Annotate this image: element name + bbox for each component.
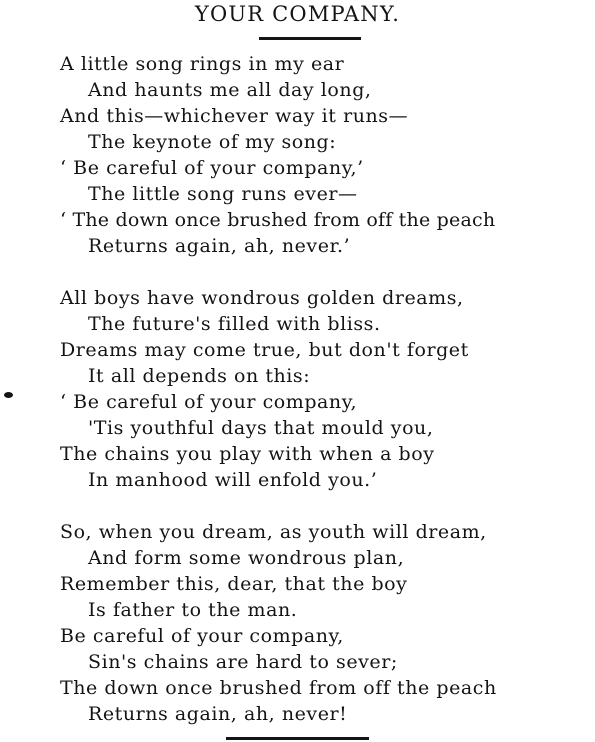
poem-title: YOUR COMPANY.: [194, 2, 401, 26]
poem-line: Returns again, ah, never!: [88, 703, 348, 725]
poem-line: The little song runs ever—: [88, 183, 358, 205]
poem-line: In manhood will enfold you.’: [88, 469, 378, 491]
poem-line: And form some wondrous plan,: [88, 547, 405, 569]
poem-line: Returns again, ah, never.’: [88, 235, 351, 257]
poem-line: The future's filled with bliss.: [88, 313, 381, 335]
poem-line: All boys have wondrous golden dreams,: [60, 287, 464, 309]
poem-line: ‘ Be careful of your company,: [60, 391, 358, 413]
poem-line: It all depends on this:: [88, 365, 311, 387]
poem-line: Dreams may come true, but don't forget: [60, 339, 469, 361]
poem-line: And this—whichever way it runs—: [60, 105, 409, 127]
poem-line: Sin's chains are hard to sever;: [88, 651, 398, 673]
poem-line: A little song rings in my ear: [60, 53, 345, 75]
title-rule: [259, 37, 361, 40]
poem-line: ‘ Be careful of your company,’: [60, 157, 364, 179]
end-rule: [226, 737, 369, 740]
poem-line: The keynote of my song:: [88, 131, 337, 153]
poem-line: Be careful of your company,: [60, 625, 344, 647]
poem-line: Remember this, dear, that the boy: [60, 573, 408, 595]
poem-line: ‘ The down once brushed from off the peach: [60, 209, 496, 231]
ink-speck: [4, 392, 13, 398]
poem-line: 'Tis youthful days that mould you,: [88, 417, 434, 439]
poem-line: And haunts me all day long,: [88, 79, 372, 101]
poem-line: Is father to the man.: [88, 599, 298, 621]
poem-line: The down once brushed from off the peach: [60, 677, 497, 699]
poem-line: So, when you dream, as youth will dream,: [60, 521, 487, 543]
poem-line: The chains you play with when a boy: [60, 443, 435, 465]
